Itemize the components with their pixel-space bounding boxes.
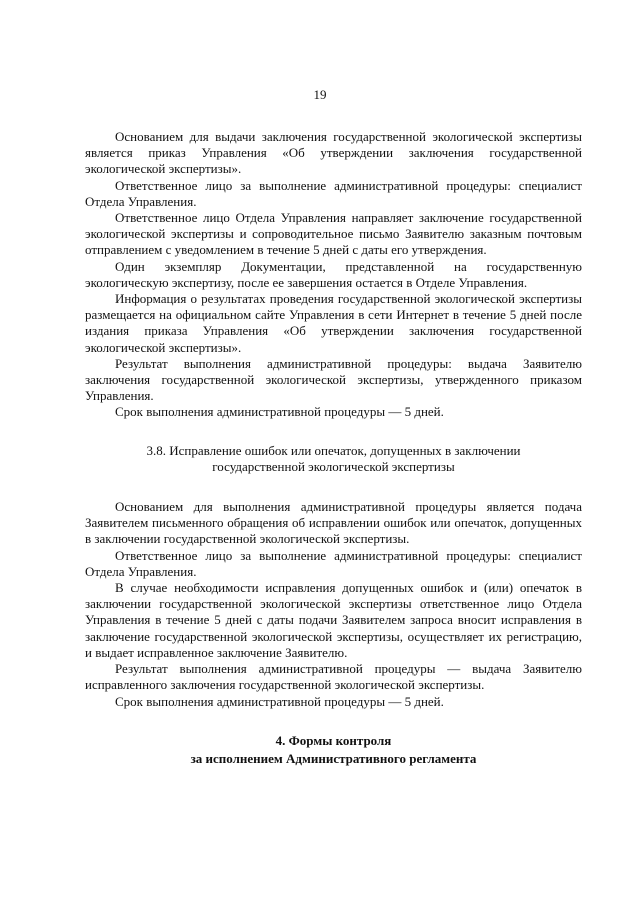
paragraph-documentation-copy: Один экземпляр Документации, представленной на государственную экологическую экспертизу, после ее завершения остается в Отделе Управления. — [85, 258, 582, 290]
section-heading-line-2: государственной экологической экспертизы — [212, 458, 455, 474]
section-heading-3-8 — [85, 443, 582, 475]
paragraph-procedure-result: Результат выполнения административной процедуры: выдача Заявителю заключения государственной экологической экспертизы, утвержденного приказом Управления. — [85, 355, 582, 404]
page-number: 19 — [313, 87, 327, 102]
chapter-heading-4 — [85, 732, 582, 768]
paragraph-correction-term: Срок выполнения административной процедуры — 5 дней. — [115, 693, 444, 709]
chapter-heading-line-1: 4. Формы контроля — [275, 732, 392, 748]
paragraph-procedure-term: Срок выполнения административной процедуры — 5 дней. — [115, 404, 444, 420]
paragraph-correction-responsible: Ответственное лицо за выполнение административной процедуры: специалист Отдела Управления. — [85, 547, 582, 579]
paragraph-correction-result: Результат выполнения административной процедуры — выдача Заявителю исправленного заключения государственной экологической экспертизы. — [85, 661, 582, 693]
page-body — [85, 129, 582, 768]
paragraph-basis-issuance: Основанием для выдачи заключения государственной экологической экспертизы является приказ Управления «Об утверждении заключения государственной экологической экспертизы». — [85, 129, 582, 177]
chapter-heading-line-2: за исполнением Административного регламента — [190, 750, 477, 766]
paragraph-correction-basis: Основанием для выполнения административной процедуры является подача Заявителем письменного обращения об исправлении ошибок или опечаток, допущенных в заключении государственной экологической экспертизы. — [85, 499, 582, 547]
section-heading-line-1: 3.8. Исправление ошибок или опечаток, допущенных в заключении — [146, 442, 521, 458]
paragraph-sending-conclusion: Ответственное лицо Отдела Управления направляет заключение государственной экологической экспертизы и сопроводительное письмо Заявителю заказным почтовым отправлением с уведомлением в течение 5 дней с даты его утверждения. — [85, 210, 582, 258]
paragraph-responsible-person: Ответственное лицо за выполнение административной процедуры: специалист Отдела Управления. — [85, 177, 582, 209]
paragraph-correction-process: В случае необходимости исправления допущенных ошибок и (или) опечаток в заключении государственной экологической экспертизы ответственное лицо Отдела Управления в течение 5 дней с даты подачи Заявителем запроса вносит исправления в заключение государственной экологической экспертизы, осуществляет их регистрацию, и выдает исправленное заключение Заявителю. — [85, 580, 582, 660]
paragraph-results-info: Информация о результатах проведения государственной экологической экспертизы размещается на официальном сайте Управления в сети Интернет в течение 5 дней после издания приказа Управления «Об утверждении заключения государственной экологической экспертизы». — [85, 291, 582, 355]
